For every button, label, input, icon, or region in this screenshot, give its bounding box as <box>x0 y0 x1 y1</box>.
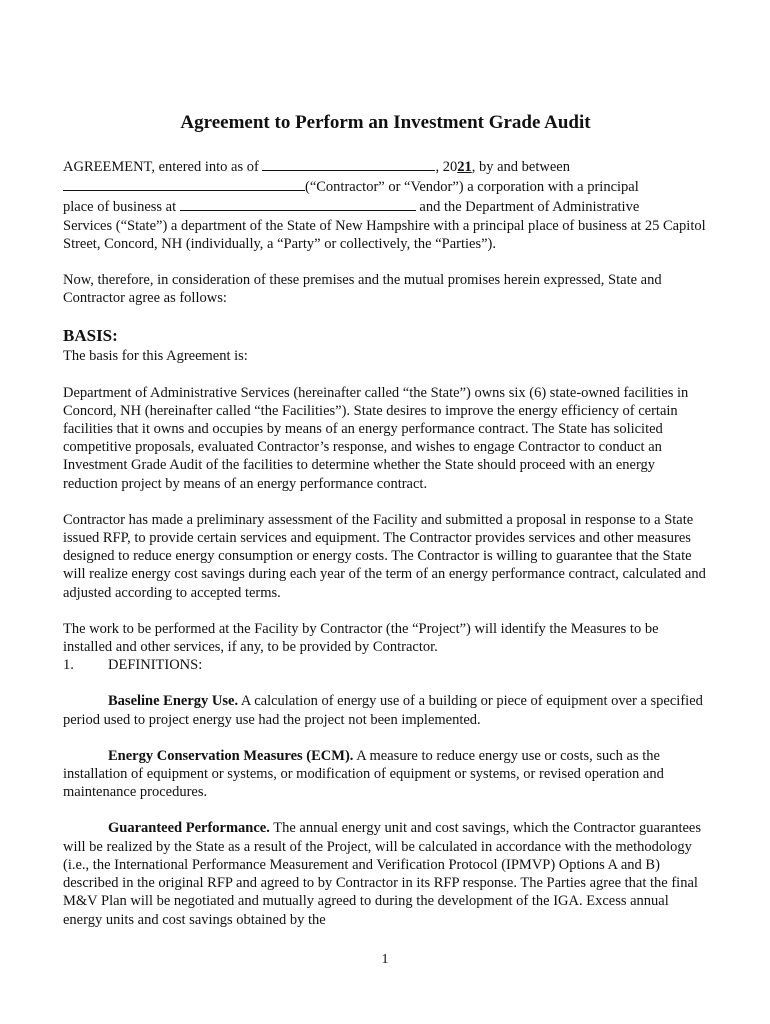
definition-text: A measure to reduce energy use or costs, such as the installation of equipment or systems, or modification of equipment or systems, or revised operation and maintenance procedures. <box>63 747 664 801</box>
intro-lead: AGREEMENT, entered into as of <box>63 159 259 175</box>
basis-heading: BASIS: <box>63 326 118 346</box>
document-title: Agreement to Perform an Investment Grade Audit <box>180 112 591 133</box>
basis-paragraph-3: The work to be performed at the Facility by Contractor (the “Project”) will identify the Measures to be installed and other services, if any, to be provided by Contractor. <box>63 620 659 656</box>
definitions-title: DEFINITIONS: <box>108 657 203 674</box>
contractor-name-blank[interactable] <box>63 176 305 191</box>
place-lead: place of business at <box>63 199 177 216</box>
contractor-text: (“Contractor” or “Vendor”) a corporation with a principal <box>305 179 639 196</box>
definition-text: The annual energy unit and cost savings, which the Contractor guarantees will be realized by the State as a result of the Project, will be calculated in accordance with the methodology (i.e., the International Performance Measurement and Verification Protocol (IPMVP) Options A and B) described in the original RFP and agreed to by Contractor in its RFP response. The Parties agree that the final M&V Plan will be negotiated and mutually agreed to during the development of the IGA. Excess annual energy units and cost savings obtained by the <box>63 820 701 928</box>
basis-paragraph-1: Department of Administrative Services (hereinafter called “the State”) owns six (6) state-owned facilities in Concord, NH (hereinafter called “the Facilities”). State desires to improve the energy efficiency of certain facilities that it owns and occupies by means of an energy performance contract. The State has solicited competitive proposals, evaluated Contractor’s response, and wishes to engage Contractor to conduct an Investment Grade Audit of the facilities to determine whether the State should proceed with an energy reduction project by means of an energy performance contract. <box>63 384 689 492</box>
intro-paragraph <box>63 156 708 253</box>
definition-term: Guaranteed Performance. <box>108 820 270 837</box>
year-suffix: 21 <box>457 159 472 175</box>
definition-ecm <box>63 747 708 802</box>
definition-baseline <box>63 692 708 728</box>
date-blank[interactable] <box>262 156 435 171</box>
place-of-business-blank[interactable] <box>180 196 416 211</box>
basis-intro: The basis for this Agreement is: <box>63 348 248 365</box>
definition-guaranteed-performance <box>63 819 708 928</box>
definition-text: A calculation of energy use of a building or piece of equipment over a specified period used to project energy use had the project not been implemented. <box>63 693 703 728</box>
basis-paragraph-2: Contractor has made a preliminary assessment of the Facility and submitted a proposal in response to a State issued RFP, to provide certain services and equipment. The Contractor provides services and other measures designed to reduce energy consumption or energy costs. The Contractor is willing to guarantee that the State will realize energy cost savings during each year of the term of an energy performance contract, calculated and adjusted according to accepted terms. <box>63 511 706 601</box>
definitions-heading <box>63 656 708 674</box>
definition-term: Baseline Energy Use. <box>108 693 239 710</box>
definitions-number: 1. <box>63 657 74 674</box>
intro-rest: Services (“State”) a department of the State of New Hampshire with a principal place of business at 25 Capitol Street, Concord, NH (individually, a “Party” or collectively, the “Parties”). <box>63 217 706 252</box>
document-body <box>63 110 708 947</box>
year-prefix: , 20 <box>435 159 458 175</box>
now-therefore-paragraph: Now, therefore, in consideration of these premises and the mutual promises herein expressed, State and Contractor agree as follows: <box>63 272 662 307</box>
place-tail: and the Department of Administrative <box>419 199 640 216</box>
definition-term: Energy Conservation Measures (ECM). <box>108 747 354 764</box>
page-number: 1 <box>381 952 389 967</box>
after-year: , by and between <box>471 159 570 175</box>
